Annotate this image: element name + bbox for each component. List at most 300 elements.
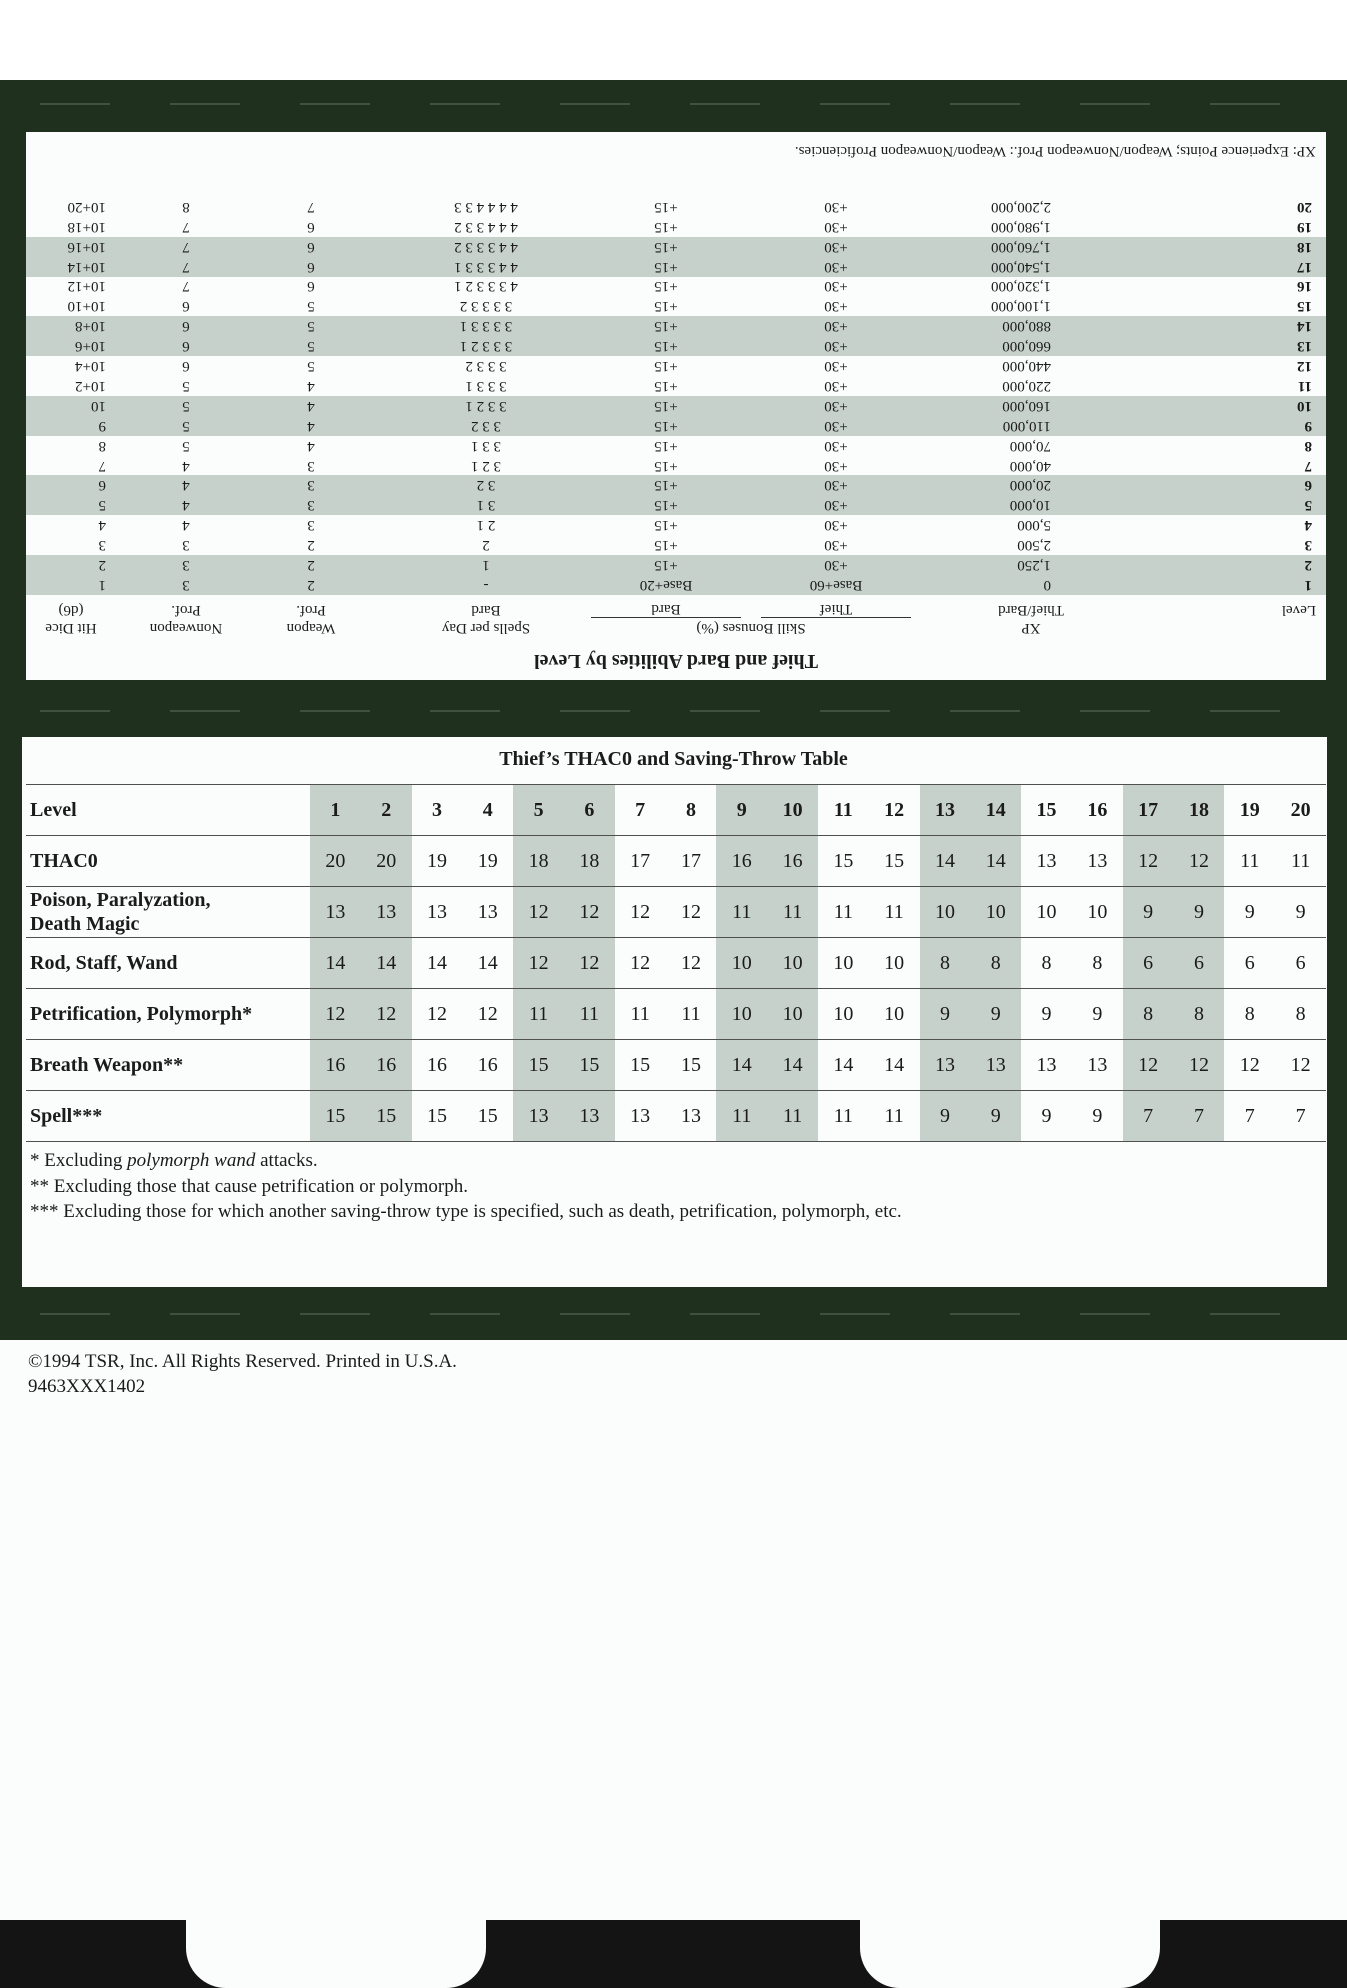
- thac0-row-label: THAC0: [26, 836, 310, 887]
- abilities-cell-hd: 9: [98, 417, 106, 434]
- abilities-cell-hd: 10+2: [75, 378, 106, 394]
- thac0-cell: 11: [716, 887, 767, 938]
- abilities-cell-level: 2: [1304, 557, 1312, 574]
- thac0-cell: 10: [818, 989, 869, 1040]
- abilities-cell-weapon: 3: [307, 457, 315, 474]
- thac0-cell: 6: [1174, 938, 1225, 989]
- abilities-cell-thief: +30: [824, 517, 848, 534]
- abilities-cell-xp: 440,000: [1002, 358, 1051, 375]
- header-spells: Spells per Day: [441, 620, 531, 636]
- thac0-cell: 11: [818, 1091, 869, 1142]
- thac0-cell: 17: [615, 836, 666, 887]
- thac0-cell: 11: [818, 887, 869, 938]
- abilities-row: [26, 515, 1326, 535]
- abilities-cell-spells: 4 4 3 3 3 2: [454, 238, 518, 255]
- abilities-cell-spells: 2: [482, 537, 490, 554]
- abilities-cell-spells: -: [483, 577, 489, 593]
- thac0-cell: 15: [869, 836, 920, 887]
- abilities-cell-spells: 4 4 4 3 3 2: [454, 218, 518, 235]
- abilities-cell-hd: 10+12: [67, 278, 106, 295]
- thac0-cell: 19: [462, 836, 513, 887]
- abilities-cell-spells: 4 4 4 4 3 3: [454, 198, 518, 215]
- abilities-row: [26, 356, 1326, 376]
- thac0-cell: 20: [361, 836, 412, 887]
- thac0-cell: 14: [920, 836, 971, 887]
- thac0-cell: 10: [1072, 887, 1123, 938]
- abilities-cell-xp: 40,000: [1009, 457, 1051, 474]
- footnote-3: *** Excluding those for which another saving-throw type is specified, such as death, petrification, polymorph, etc.: [30, 1201, 902, 1222]
- abilities-row: [26, 336, 1326, 356]
- abilities-row: [26, 396, 1326, 416]
- thac0-cell: 18: [564, 836, 615, 887]
- abilities-cell-spells: 3 3 3 2: [465, 358, 507, 375]
- thac0-cell: 16: [361, 1040, 412, 1091]
- thac0-cell: 14: [970, 836, 1021, 887]
- thac0-level-header: 12: [869, 785, 920, 836]
- thac0-cell: 18: [513, 836, 564, 887]
- abilities-row: [26, 296, 1326, 316]
- thac0-cell: 12: [1174, 836, 1225, 887]
- abilities-cell-bard: +15: [654, 497, 678, 514]
- tab-left: [186, 1920, 486, 1988]
- flipped-table-title: Thief and Bard Abilities by Level: [534, 650, 818, 672]
- abilities-cell-bard: +15: [654, 278, 678, 295]
- abilities-cell-weapon: 4: [307, 437, 315, 454]
- thac0-cell: 15: [666, 1040, 717, 1091]
- abilities-cell-xp: 1,540,000: [991, 258, 1051, 275]
- thac0-cell: 6: [1224, 938, 1275, 989]
- thac0-cell: 13: [1021, 1040, 1072, 1091]
- abilities-row: [26, 436, 1326, 456]
- abilities-cell-spells: 4 3 3 3 2 1: [454, 278, 518, 295]
- abilities-cell-spells: 4 4 3 3 3 1: [454, 258, 518, 275]
- abilities-cell-spells: 3 3 1: [471, 437, 501, 454]
- thac0-cell: 15: [615, 1040, 666, 1091]
- thac0-cell: 6: [1123, 938, 1174, 989]
- thac0-cell: 12: [310, 989, 361, 1040]
- abilities-row: [26, 217, 1326, 237]
- thac0-cell: 9: [1275, 887, 1326, 938]
- thac0-cell: 19: [412, 836, 463, 887]
- abilities-cell-spells: 3 3 2: [471, 417, 501, 434]
- abilities-cell-level: 9: [1304, 417, 1312, 434]
- abilities-cell-nonweapon: 3: [182, 537, 190, 554]
- abilities-cell-xp: 0: [1043, 577, 1051, 593]
- abilities-cell-xp: 880,000: [1002, 318, 1051, 335]
- thac0-cell: 11: [869, 1091, 920, 1142]
- abilities-cell-weapon: 5: [307, 298, 315, 315]
- thac0-level-header: 15: [1021, 785, 1072, 836]
- abilities-cell-bard: +15: [654, 218, 678, 235]
- thac0-cell: 15: [462, 1091, 513, 1142]
- thac0-cell: 12: [462, 989, 513, 1040]
- thac0-cell: 16: [310, 1040, 361, 1091]
- thac0-cell: 15: [361, 1091, 412, 1142]
- footnote-1-prefix: * Excluding: [30, 1150, 128, 1171]
- thac0-cell: 11: [1224, 836, 1275, 887]
- abilities-cell-hd: 1: [98, 577, 106, 593]
- thac0-row-label: Breath Weapon**: [26, 1040, 310, 1091]
- header-xp: [951, 619, 1111, 636]
- thac0-cell: 15: [412, 1091, 463, 1142]
- header-level: Level: [1281, 602, 1316, 618]
- footnote-1-suffix: attacks.: [255, 1150, 318, 1171]
- header-spells-sub: Bard: [471, 602, 501, 618]
- abilities-cell-hd: 10+14: [67, 258, 106, 275]
- abilities-cell-thief: +30: [824, 358, 848, 375]
- abilities-cell-hd: 5: [98, 497, 106, 514]
- thac0-cell: 9: [1174, 887, 1225, 938]
- abilities-cell-bard: +15: [654, 417, 678, 434]
- abilities-cell-bard: +15: [654, 258, 678, 275]
- thac0-cell: 12: [666, 938, 717, 989]
- abilities-cell-thief: +30: [824, 497, 848, 514]
- thac0-cell: 9: [920, 1091, 971, 1142]
- footnote-2: ** Excluding those that cause petrification or polymorph.: [30, 1176, 468, 1197]
- abilities-cell-thief: +30: [824, 417, 848, 434]
- thac0-cell: 8: [970, 938, 1021, 989]
- abilities-row: [26, 197, 1326, 217]
- thac0-cell: 12: [564, 887, 615, 938]
- thac0-cell: 12: [666, 887, 717, 938]
- header-hitdice: Hit Dice: [45, 620, 97, 636]
- abilities-cell-bard: +15: [654, 437, 678, 454]
- header-xp-sub: Thief/Bard: [998, 602, 1064, 618]
- footnote-1: [30, 1150, 318, 1172]
- thac0-cell: 8: [1174, 989, 1225, 1040]
- footnote-1-italic: polymorph wand: [127, 1150, 256, 1171]
- abilities-cell-nonweapon: 4: [182, 517, 190, 534]
- flipped-table-header: [26, 600, 1326, 636]
- thac0-cell: 9: [970, 989, 1021, 1040]
- abilities-row: [26, 476, 1326, 496]
- abilities-cell-hd: 10+10: [67, 298, 106, 315]
- thac0-cell: 14: [767, 1040, 818, 1091]
- thac0-cell: 9: [1123, 887, 1174, 938]
- thac0-cell: 12: [1123, 1040, 1174, 1091]
- abilities-cell-thief: +30: [824, 378, 848, 394]
- abilities-cell-hd: 8: [98, 437, 106, 454]
- header-weapon-sub: Prof.: [296, 602, 326, 618]
- thac0-level-header: 17: [1123, 785, 1174, 836]
- abilities-cell-nonweapon: 7: [182, 238, 190, 255]
- thac0-cell: 13: [920, 1040, 971, 1091]
- flipped-table-note: XP: Experience Points; Weapon/Nonweapon Prof.: Weapon/Nonweapon Proficiencies.: [794, 143, 1316, 159]
- abilities-cell-bard: +15: [654, 517, 678, 534]
- abilities-cell-weapon: 6: [307, 278, 315, 295]
- abilities-cell-level: 12: [1297, 358, 1312, 375]
- abilities-cell-level: 18: [1297, 238, 1312, 255]
- abilities-row: [26, 316, 1326, 336]
- abilities-cell-nonweapon: 7: [182, 218, 190, 235]
- abilities-cell-hd: 3: [98, 537, 106, 554]
- abilities-cell-nonweapon: 4: [182, 477, 190, 494]
- thac0-cell: 13: [666, 1091, 717, 1142]
- thac0-row: [26, 887, 1326, 938]
- thac0-level-header: 6: [564, 785, 615, 836]
- abilities-cell-weapon: 3: [307, 497, 315, 514]
- thac0-cell: 10: [1021, 887, 1072, 938]
- abilities-cell-level: 8: [1304, 437, 1312, 454]
- thac0-level-header: 3: [412, 785, 463, 836]
- abilities-cell-spells: 1: [482, 557, 490, 574]
- abilities-cell-xp: 70,000: [1009, 437, 1051, 454]
- thac0-cell: 11: [615, 989, 666, 1040]
- header-nonweapon-sub: Prof.: [171, 602, 201, 618]
- thac0-cell: 8: [1224, 989, 1275, 1040]
- abilities-cell-weapon: 4: [307, 397, 315, 414]
- abilities-cell-thief: +30: [824, 477, 848, 494]
- abilities-cell-weapon: 6: [307, 258, 315, 275]
- thac0-cell: 11: [513, 989, 564, 1040]
- thac0-cell: 7: [1174, 1091, 1225, 1142]
- abilities-cell-level: 20: [1297, 198, 1312, 215]
- thac0-cell: 8: [1275, 989, 1326, 1040]
- thac0-cell: 10: [869, 989, 920, 1040]
- thac0-cell: 10: [767, 989, 818, 1040]
- thac0-cell: 13: [412, 887, 463, 938]
- abilities-cell-bard: +15: [654, 358, 678, 375]
- abilities-cell-nonweapon: 7: [182, 278, 190, 295]
- abilities-cell-nonweapon: 3: [182, 557, 190, 574]
- header-weapon: Weapon: [286, 620, 336, 636]
- abilities-cell-thief: +30: [824, 198, 848, 215]
- abilities-cell-thief: +30: [824, 397, 848, 414]
- header-nonweapon: Nonweapon: [149, 620, 223, 636]
- abilities-cell-xp: 10,000: [1009, 497, 1051, 514]
- thac0-level-header: 18: [1174, 785, 1225, 836]
- thac0-cell: 11: [666, 989, 717, 1040]
- abilities-cell-weapon: 7: [307, 198, 315, 215]
- thac0-row-label-line2: Death Magic: [30, 913, 140, 935]
- abilities-cell-nonweapon: 7: [182, 258, 190, 275]
- tab-right: [860, 1920, 1160, 1988]
- header-skill: Skill Bonuses (%): [696, 620, 806, 636]
- thac0-cell: 9: [1224, 887, 1275, 938]
- thac0-cell: 12: [1275, 1040, 1326, 1091]
- thac0-level-header: 14: [970, 785, 1021, 836]
- abilities-cell-bard: +15: [654, 397, 678, 414]
- thac0-level-header: 8: [666, 785, 717, 836]
- thac0-cell: 11: [767, 1091, 818, 1142]
- abilities-cell-bard: +15: [654, 457, 678, 474]
- abilities-cell-level: 7: [1304, 457, 1312, 474]
- thac0-row-label: Rod, Staff, Wand: [26, 938, 310, 989]
- abilities-cell-nonweapon: 6: [182, 318, 190, 335]
- abilities-cell-hd: 10+20: [67, 198, 106, 215]
- abilities-cell-hd: 4: [98, 517, 106, 534]
- abilities-cell-bard: Base+20: [639, 577, 693, 593]
- thac0-cell: 7: [1275, 1091, 1326, 1142]
- abilities-cell-thief: +30: [824, 218, 848, 235]
- thac0-level-label: Level: [26, 785, 310, 836]
- thac0-cell: 15: [513, 1040, 564, 1091]
- abilities-cell-hd: 10+6: [75, 338, 106, 355]
- abilities-cell-xp: 1,760,000: [991, 238, 1051, 255]
- abilities-cell-nonweapon: 5: [182, 437, 190, 454]
- abilities-cell-thief: +30: [824, 258, 848, 275]
- abilities-cell-spells: 3 2 1: [471, 457, 501, 474]
- abilities-cell-bard: +15: [654, 338, 678, 355]
- abilities-cell-weapon: 4: [307, 378, 315, 394]
- thac0-cell: 12: [1224, 1040, 1275, 1091]
- thac0-level-header: 10: [767, 785, 818, 836]
- thac0-cell: 16: [462, 1040, 513, 1091]
- abilities-cell-nonweapon: 6: [182, 358, 190, 375]
- abilities-row: [26, 257, 1326, 277]
- abilities-row: [26, 376, 1326, 396]
- thac0-cell: 6: [1275, 938, 1326, 989]
- abilities-cell-bard: +15: [654, 298, 678, 315]
- abilities-cell-xp: 20,000: [1009, 477, 1051, 494]
- thac0-saving-throw-table: [26, 784, 1326, 1142]
- thac0-row-label-line1: Poison, Paralyzation,: [30, 889, 211, 911]
- abilities-cell-weapon: 5: [307, 338, 315, 355]
- abilities-cell-spells: 3 3 3 2 1: [459, 338, 513, 355]
- thac0-level-header: 7: [615, 785, 666, 836]
- header-hitdice-sub: (d6): [58, 602, 84, 618]
- header-skill-thief: Thief: [761, 600, 911, 618]
- thac0-cell: 12: [1174, 1040, 1225, 1091]
- abilities-cell-hd: 6: [98, 477, 106, 494]
- thac0-cell: 15: [564, 1040, 615, 1091]
- abilities-row: [26, 456, 1326, 476]
- thac0-level-header: 4: [462, 785, 513, 836]
- abilities-cell-xp: 160,000: [1002, 397, 1051, 414]
- thief-bard-abilities-table: [26, 132, 1326, 680]
- thac0-cell: 14: [716, 1040, 767, 1091]
- thac0-cell: 16: [412, 1040, 463, 1091]
- thac0-cell: 12: [412, 989, 463, 1040]
- abilities-cell-weapon: 2: [307, 537, 315, 554]
- abilities-cell-xp: 110,000: [1002, 417, 1051, 434]
- abilities-cell-level: 11: [1297, 378, 1312, 394]
- fold-line: [40, 710, 1307, 712]
- thac0-cell: 14: [310, 938, 361, 989]
- copyright-panel: [0, 1340, 1347, 1920]
- thac0-cell: 11: [767, 887, 818, 938]
- abilities-cell-level: 3: [1304, 537, 1312, 554]
- abilities-cell-thief: +30: [824, 278, 848, 295]
- thac0-row: [26, 836, 1326, 887]
- thac0-cell: 14: [462, 938, 513, 989]
- abilities-cell-level: 4: [1304, 517, 1312, 534]
- abilities-cell-thief: +30: [824, 437, 848, 454]
- abilities-cell-weapon: 2: [307, 557, 315, 574]
- abilities-cell-thief: +30: [824, 557, 848, 574]
- abilities-cell-level: 5: [1304, 497, 1312, 514]
- thac0-level-header: 19: [1224, 785, 1275, 836]
- abilities-cell-weapon: 3: [307, 517, 315, 534]
- thac0-cell: 9: [1021, 1091, 1072, 1142]
- abilities-cell-spells: 3 3 3 3 1: [459, 318, 513, 335]
- thac0-level-header: 9: [716, 785, 767, 836]
- thac0-cell: 12: [513, 938, 564, 989]
- thac0-cell: 13: [361, 887, 412, 938]
- abilities-row: [26, 416, 1326, 436]
- thac0-cell: 12: [615, 887, 666, 938]
- thac0-cell: 13: [970, 1040, 1021, 1091]
- abilities-row: [26, 277, 1326, 297]
- thac0-cell: 10: [970, 887, 1021, 938]
- thac0-cell: 15: [818, 836, 869, 887]
- thac0-cell: 12: [564, 938, 615, 989]
- abilities-cell-spells: 2 1: [476, 517, 496, 534]
- abilities-cell-thief: +30: [824, 338, 848, 355]
- abilities-cell-xp: 2,500: [1017, 537, 1051, 554]
- abilities-cell-hd: 10+4: [75, 358, 106, 375]
- abilities-cell-weapon: 3: [307, 477, 315, 494]
- thac0-cell: 7: [1123, 1091, 1174, 1142]
- abilities-cell-nonweapon: 5: [182, 378, 190, 394]
- thac0-cell: 10: [767, 938, 818, 989]
- thac0-cell: 13: [1072, 1040, 1123, 1091]
- abilities-cell-level: 10: [1297, 397, 1312, 414]
- abilities-cell-nonweapon: 4: [182, 497, 190, 514]
- thac0-row: [26, 989, 1326, 1040]
- thac0-cell: 9: [1072, 989, 1123, 1040]
- abilities-cell-xp: 660,000: [1002, 338, 1051, 355]
- abilities-cell-level: 17: [1297, 258, 1312, 275]
- abilities-cell-bard: +15: [654, 198, 678, 215]
- abilities-cell-level: 19: [1297, 218, 1312, 235]
- abilities-cell-nonweapon: 4: [182, 457, 190, 474]
- thac0-row-label: [26, 887, 310, 938]
- abilities-cell-hd: 10+8: [75, 318, 106, 335]
- thac0-cell: 9: [1072, 1091, 1123, 1142]
- abilities-cell-spells: 3 3 3 1: [465, 378, 507, 394]
- thac0-cell: 9: [1021, 989, 1072, 1040]
- header-skill-bard: Bard: [591, 600, 741, 618]
- thac0-cell: 13: [513, 1091, 564, 1142]
- abilities-cell-level: 16: [1297, 278, 1312, 295]
- thac0-cell: 11: [564, 989, 615, 1040]
- thac0-cell: 8: [1072, 938, 1123, 989]
- abilities-cell-level: 6: [1304, 477, 1312, 494]
- thac0-level-header: 16: [1072, 785, 1123, 836]
- abilities-cell-spells: 3 1: [476, 497, 496, 514]
- thac0-level-header: 13: [920, 785, 971, 836]
- thac0-level-header: 5: [513, 785, 564, 836]
- thac0-cell: 10: [869, 938, 920, 989]
- thac0-cell: 10: [818, 938, 869, 989]
- abilities-cell-nonweapon: 5: [182, 397, 190, 414]
- abilities-cell-bard: +15: [654, 557, 678, 574]
- thac0-cell: 11: [716, 1091, 767, 1142]
- abilities-row: [26, 575, 1326, 595]
- abilities-cell-hd: 7: [98, 457, 106, 474]
- thac0-cell: 13: [1072, 836, 1123, 887]
- product-code: 9463XXX1402: [28, 1376, 146, 1397]
- fold-line: [40, 103, 1307, 105]
- abilities-cell-thief: +30: [824, 238, 848, 255]
- abilities-cell-thief: +30: [824, 318, 848, 335]
- thac0-cell: 11: [869, 887, 920, 938]
- abilities-cell-weapon: 2: [307, 577, 315, 593]
- thac0-row-label: Spell***: [26, 1091, 310, 1142]
- copyright-line: ©1994 TSR, Inc. All Rights Reserved. Printed in U.S.A.: [28, 1351, 457, 1372]
- abilities-cell-nonweapon: 6: [182, 338, 190, 355]
- thac0-level-header: 20: [1275, 785, 1326, 836]
- thac0-cell: 9: [920, 989, 971, 1040]
- thac0-cell: 12: [361, 989, 412, 1040]
- abilities-row: [26, 495, 1326, 515]
- header-xp-top: XP: [1021, 620, 1041, 636]
- thac0-cell: 10: [920, 887, 971, 938]
- thac0-cell: 17: [666, 836, 717, 887]
- thac0-cell: 8: [920, 938, 971, 989]
- thac0-cell: 11: [1275, 836, 1326, 887]
